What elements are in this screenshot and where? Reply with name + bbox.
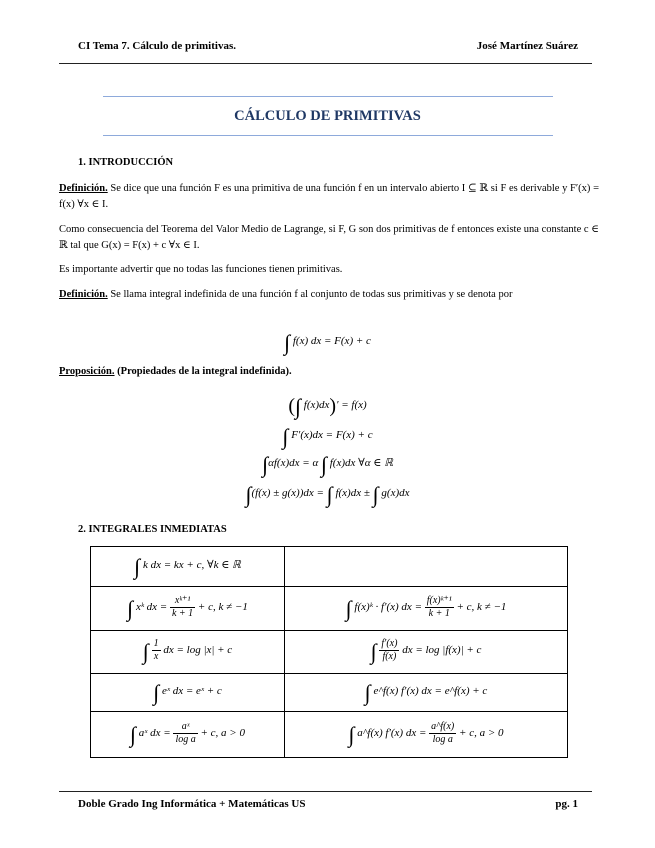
header-left: CI Tema 7. Cálculo de primitivas. xyxy=(78,40,236,52)
integral-sign-icon: ∫ xyxy=(372,482,379,507)
property-4-left: (f(x) ± g(x))dx = xyxy=(251,487,324,499)
property-1-integrand: f(x)dx xyxy=(303,399,330,411)
integral-sign-icon: ∫ xyxy=(262,452,269,477)
page-title: CÁLCULO DE PRIMITIVAS xyxy=(234,108,421,124)
table-row xyxy=(91,547,568,587)
table-cell: ∫ a^f(x) f′(x) dx = $\frac{a\^{}f(x)}{\text{log a}}$ + c, a > 0 xyxy=(285,712,568,758)
integrals-table xyxy=(90,546,568,758)
integral-sign-icon: ∫ xyxy=(245,482,252,507)
table-cell: ∫ $\frac{f'(x)}{f(x)}$ dx = log |f(x)| + c xyxy=(285,631,568,674)
page-number: pg. 1 xyxy=(555,798,578,810)
definition-primitive xyxy=(59,181,599,213)
section-introduccion: 1. INTRODUCCIÓN xyxy=(78,157,174,168)
table-cell: ∫ aˣ dx = $\frac{\text{aˣ}}{\text{log a}}$ + c, a > 0 xyxy=(91,712,285,758)
definition-text-2: Se llama integral indefinida de una función f al conjunto de todas sus primitivas y se denota por xyxy=(107,289,513,300)
paragraph-lagrange: Como consecuencia del Teorema del Valor Medio de Lagrange, si F, G son dos primitivas de f entonces existe una constante c ∈ ℝ tal que G(x) = F(x) + c ∀x ∈ I. xyxy=(59,224,599,251)
equation-main-text: f(x) dx = F(x) + c xyxy=(292,335,371,347)
property-2-text: F′(x)dx = F(x) + c xyxy=(291,429,373,441)
table-cell: ∫ k dx = kx + c, ∀k ∈ ℝ xyxy=(91,547,285,587)
property-1: (∫ f(x)dx)′ = f(x) xyxy=(288,394,367,419)
definition-indefinite-integral xyxy=(59,287,599,303)
property-3 xyxy=(0,452,655,478)
footer-left: Doble Grado Ing Informática + Matemáticas US xyxy=(78,798,306,810)
property-3-right: f(x)dx ∀α ∈ ℝ xyxy=(329,457,393,469)
proposition xyxy=(59,364,599,380)
property-3-left: αf(x)dx = α xyxy=(268,457,319,469)
table-row xyxy=(91,712,568,758)
header-right: José Martínez Suárez xyxy=(476,40,578,52)
equation-main xyxy=(0,330,655,356)
property-4 xyxy=(0,482,655,508)
property-2 xyxy=(0,424,655,450)
table-cell: ∫ e^f(x) f′(x) dx = e^f(x) + c xyxy=(285,674,568,712)
integral-sign-icon: ∫ xyxy=(284,330,291,355)
title-rule-bottom xyxy=(103,135,553,136)
proposition-text: (Propiedades de la integral indefinida). xyxy=(114,366,292,377)
property-4-mid: f(x)dx ± xyxy=(335,487,370,499)
integral-sign-icon: ∫ xyxy=(320,452,327,477)
section-integrales-inmediatas: 2. INTEGRALES INMEDIATAS xyxy=(78,524,227,535)
table-cell: ∫ xᵏ dx = $\frac{\text{xᵏ⁺¹}}{k + 1}$ + c, k ≠ −1 xyxy=(91,587,285,631)
header-rule xyxy=(59,63,592,64)
table-row xyxy=(91,674,568,712)
title-rule-top xyxy=(103,96,553,97)
definition-label-2: Definición. xyxy=(59,289,108,300)
integral-sign-icon: ∫ xyxy=(326,482,333,507)
integral-sign-icon: ∫ xyxy=(282,424,289,449)
paragraph-note: Es importante advertir que no todas las funciones tienen primitivas. xyxy=(59,264,343,275)
table-cell: ∫ $\frac{1}{x}$ dx = log |x| + c xyxy=(91,631,285,674)
definition-text: Se dice que una función F es una primitiva de una función f en un intervalo abierto I ⊆ ℝ si F es derivable y F′(x) = f(x) ∀x ∈ I. xyxy=(59,183,599,210)
table-row xyxy=(91,587,568,631)
table-cell-empty xyxy=(285,547,568,587)
table-cell: ∫ eˣ dx = eˣ + c xyxy=(91,674,285,712)
property-4-right: g(x)dx xyxy=(381,487,410,499)
table-row xyxy=(91,631,568,674)
integral-sign-icon: ∫ xyxy=(294,394,302,419)
property-1-result: ′ = f(x) xyxy=(336,399,367,411)
proposition-label: Proposición. xyxy=(59,366,115,377)
definition-label: Definición. xyxy=(59,183,108,194)
table-cell: ∫ f(x)ᵏ · f′(x) dx = $\frac{\text{f(x)ᵏ⁺¹}}{k + 1}$ + c, k ≠ −1 xyxy=(285,587,568,631)
footer-rule xyxy=(59,791,592,792)
